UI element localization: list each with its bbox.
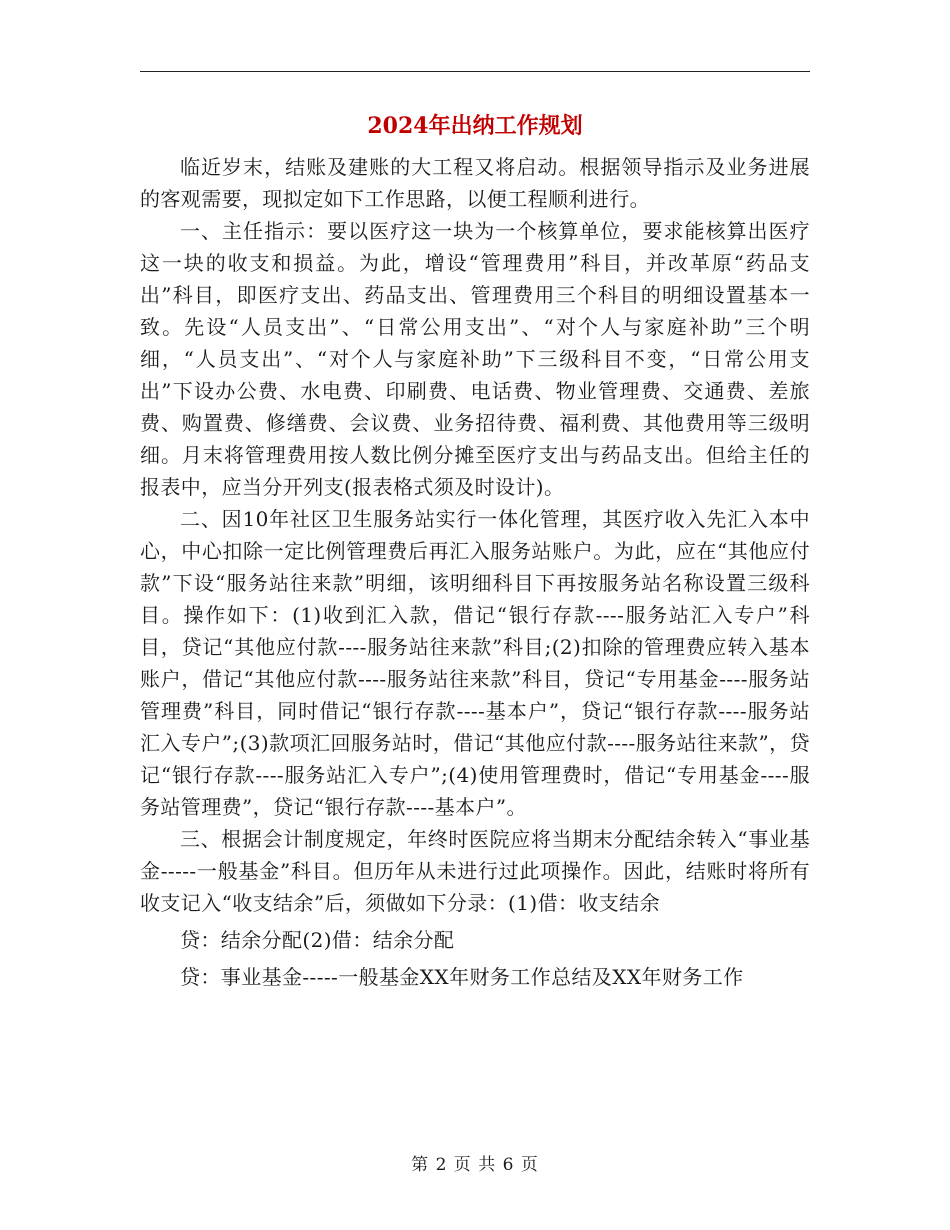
paragraph-section-1: 一、主任指示：要以医疗这一块为一个核算单位，要求能核算出医疗这一块的收支和损益。为此，增设“管理费用”科目，并改革原“药品支出”科目，即医疗支出、药品支出、管理费用三个科目的明细设置基本一致。先设“人员支出”、“日常公用支出”、“对个人与家庭补助”三个明细，“人员支出”、“对个人与家庭补助”下三级科目不变，“日常公用支出”下设办公费、水电费、印刷费、电话费、物业管理费、交通费、差旅费、购置费、修缮费、会议费、业务招待费、福利费、其他费用等三级明细。月末将管理费用按人数比例分摊至医疗支出与药品支出。但给主任的报表中，应当分开列支(报表格式须及时设计)。: [140, 219, 810, 499]
document-body: [140, 151, 810, 993]
paragraph-entry-credit-1: 贷：结余分配(2)借：结余分配: [180, 928, 455, 952]
paragraph-intro: 临近岁末，结账及建账的大工程又将启动。根据领导指示及业务进展的客观需要，现拟定如下工作思路，以便工程顺利进行。: [140, 155, 810, 211]
paragraph-section-2: 二、因10年社区卫生服务站实行一体化管理，其医疗收入先汇入本中心，中心扣除一定比例管理费后再汇入服务站账户。为此，应在“其他应付款”下设“服务站往来款”明细，该明细科目下再按服务站名称设置三级科目。操作如下：(1)收到汇入款，借记“银行存款----服务站汇入专户”科目，贷记“其他应付款----服务站往来款”科目;(2)扣除的管理费应转入基本账户，借记“其他应付款----服务站往来款”科目，贷记“专用基金----服务站管理费”科目，同时借记“银行存款----基本户”，贷记“银行存款----服务站汇入专户”;(3)款项汇回服务站时，借记“其他应付款----服务站往来款”，贷记“银行存款----服务站汇入专户”;(4)使用管理费时，借记“专用基金----服务站管理费”，贷记“银行存款----基本户”。: [140, 507, 810, 819]
page-indicator: 第 2 页 共 6 页: [411, 1155, 539, 1175]
paragraph-entry-credit-2: 贷：事业基金-----一般基金XX年财务工作总结及XX年财务工作: [180, 965, 744, 989]
document-title: 2024年出纳工作规划: [367, 113, 583, 139]
header-rule: [140, 71, 810, 72]
paragraph-section-3: 三、根据会计制度规定，年终时医院应将当期末分配结余转入“事业基金-----一般基金”科目。但历年从未进行过此项操作。因此，结账时将所有收支记入“收支结余”后，须做如下分录：(1)借：收支结余: [140, 827, 810, 915]
